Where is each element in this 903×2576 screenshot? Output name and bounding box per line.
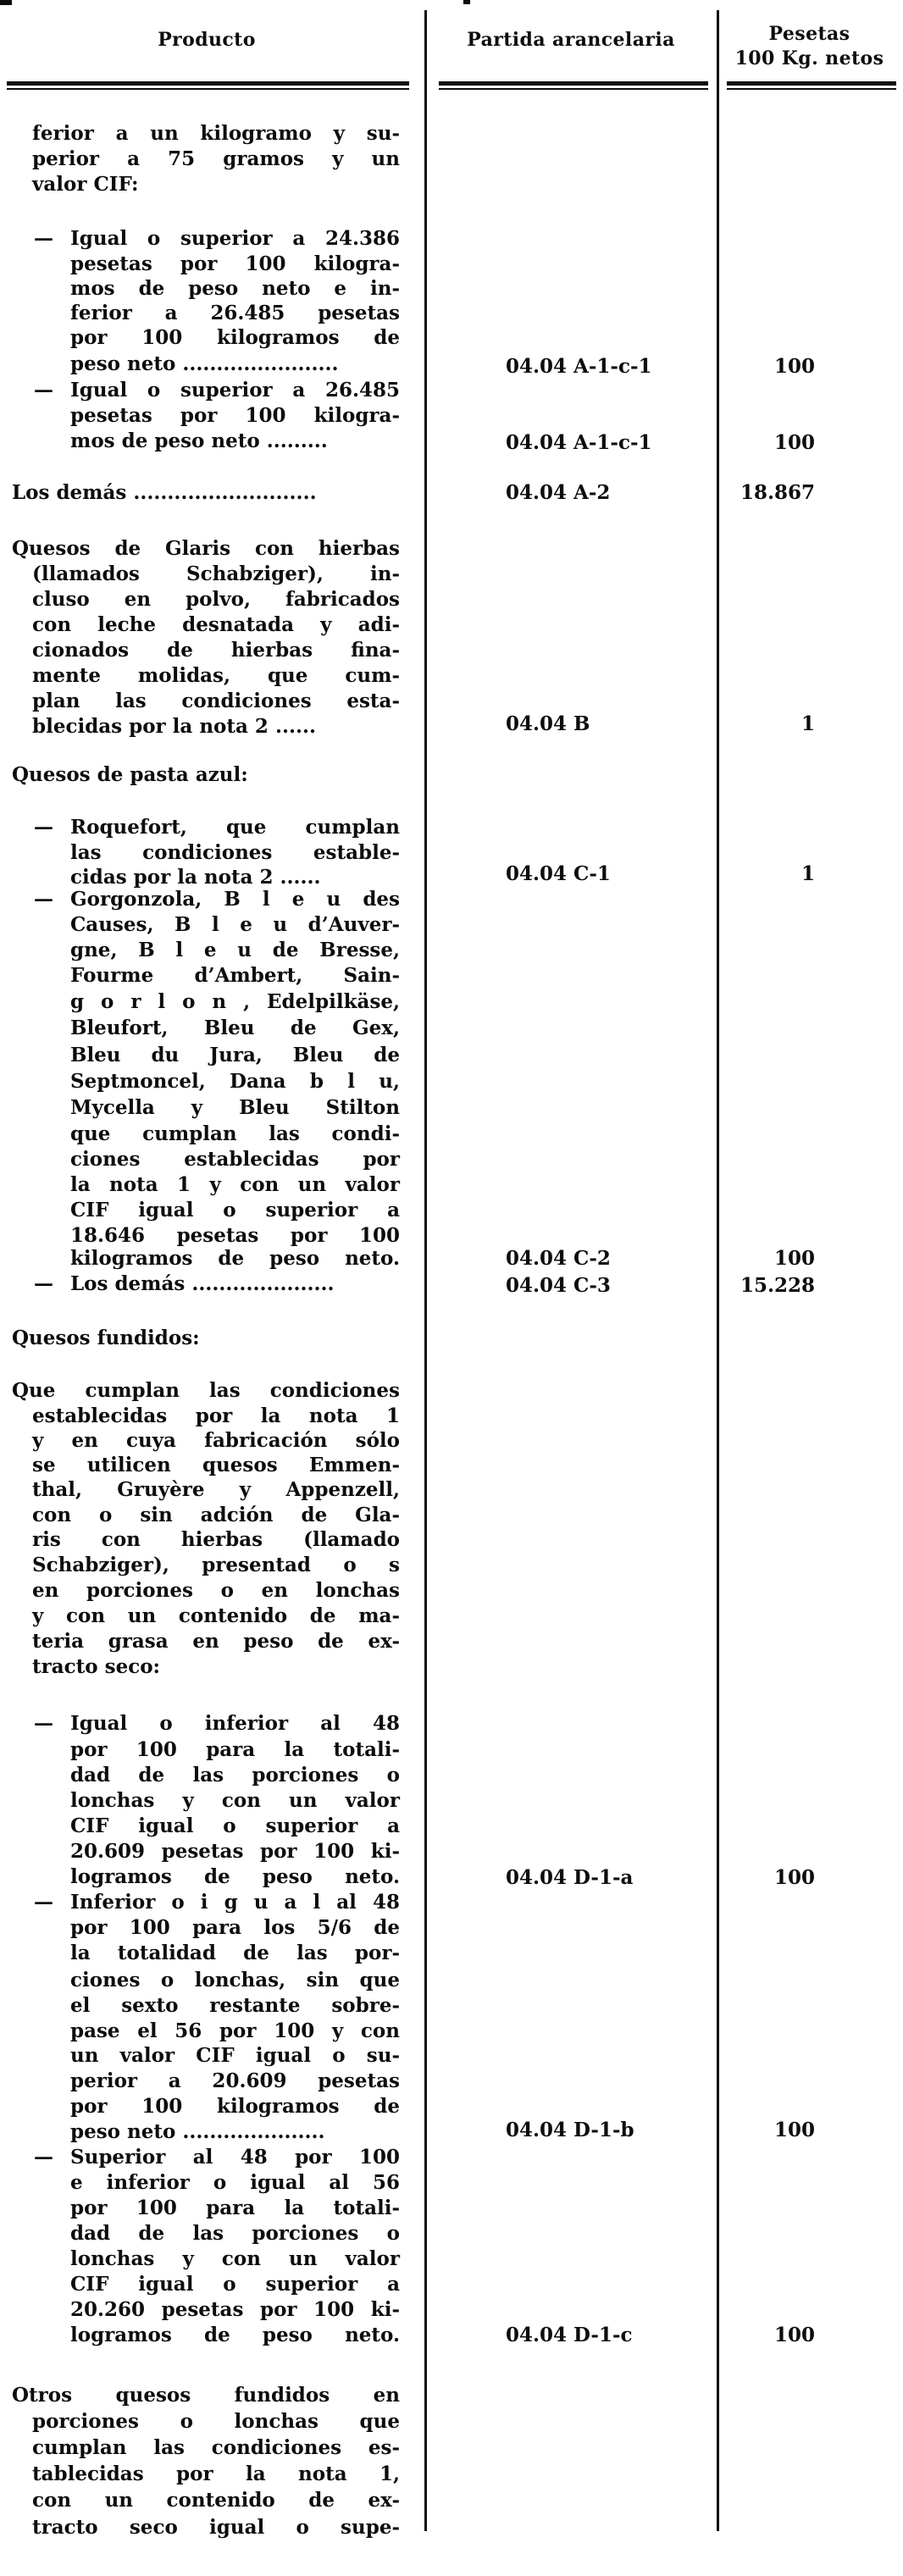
product-line: se utilicen quesos Emmen- bbox=[32, 1454, 400, 1476]
product-line: gne, B l e u de Bresse, bbox=[70, 939, 400, 961]
product-line: logramos de peso neto. bbox=[70, 2324, 400, 2346]
pesetas-value-cell: 15.228 bbox=[740, 1274, 815, 1297]
product-line: mos de peso neto ......... bbox=[70, 429, 328, 452]
product-line: pesetas por 100 kilogra- bbox=[70, 252, 400, 275]
product-line: Quesos fundidos: bbox=[12, 1327, 200, 1349]
column-divider-left bbox=[424, 10, 427, 2531]
product-line: thal, Gruyère y Appenzell, bbox=[32, 1478, 400, 1501]
pesetas-value-cell: 1 bbox=[801, 862, 815, 885]
product-line: g o r l o n , Edelpilkäse, bbox=[70, 990, 400, 1013]
pesetas-value-cell: 100 bbox=[773, 2119, 815, 2141]
product-line: CIF igual o superior a bbox=[70, 2273, 400, 2296]
product-line: un valor CIF igual o su- bbox=[70, 2044, 400, 2067]
product-line: lonchas y con un valor bbox=[70, 2247, 400, 2270]
pesetas-value-cell: 100 bbox=[773, 355, 815, 378]
product-line: — Superior al 48 por 100 bbox=[34, 2146, 400, 2169]
product-line: ciones establecidas por bbox=[70, 1148, 400, 1171]
product-line: porciones o lonchas que bbox=[32, 2410, 400, 2433]
product-line: establecidas por la nota 1 bbox=[32, 1404, 400, 1427]
product-line: que cumplan las condi- bbox=[70, 1122, 400, 1145]
product-line: teria grasa en peso de ex- bbox=[32, 1630, 400, 1653]
tariff-code-cell: 04.04 A-1-c-1 bbox=[506, 355, 652, 378]
product-line: Fourme d’Ambert, Sain- bbox=[70, 964, 400, 987]
product-line: Quesos de Glaris con hierbas bbox=[12, 537, 400, 560]
product-line: dad de las porciones o bbox=[70, 1764, 400, 1787]
product-line: las condiciones estable- bbox=[70, 841, 400, 864]
tariff-code-cell: 04.04 A-2 bbox=[506, 481, 611, 504]
list-dash: — bbox=[34, 1272, 53, 1295]
product-line: con leche desnatada y adi- bbox=[32, 613, 400, 636]
product-line: cumplan las condiciones es- bbox=[32, 2436, 400, 2459]
product-line: por 100 kilogramos de bbox=[70, 326, 400, 349]
pesetas-value-cell: 100 bbox=[773, 1247, 815, 1270]
product-line: Otros quesos fundidos en bbox=[12, 2384, 400, 2407]
list-dash: — bbox=[34, 1712, 53, 1735]
product-line: Septmoncel, Dana b l u, bbox=[70, 1070, 400, 1093]
product-line: Los demás ........................... bbox=[12, 481, 317, 504]
product-line: el sexto restante sobre- bbox=[70, 1994, 400, 2017]
product-line: ferior a 26.485 pesetas bbox=[70, 302, 400, 324]
product-line: Bleu du Jura, Bleu de bbox=[70, 1044, 400, 1066]
pesetas-header-line2: 100 Kg. netos bbox=[734, 47, 884, 69]
product-line: Mycella y Bleu Stilton bbox=[70, 1096, 400, 1119]
product-line: tracto seco igual o supe- bbox=[32, 2516, 400, 2539]
tariff-code-cell: 04.04 C-2 bbox=[506, 1247, 611, 1270]
column-divider-right bbox=[717, 10, 719, 2531]
product-line: — Igual o superior a 24.386 bbox=[34, 227, 400, 250]
product-line: lonchas y con un valor bbox=[70, 1789, 400, 1812]
product-line: logramos de peso neto. bbox=[70, 1865, 400, 1888]
product-line: la nota 1 y con un valor bbox=[70, 1173, 400, 1196]
product-line: ferior a un kilogramo y su- bbox=[32, 122, 400, 145]
product-line: — Gorgonzola, B l e u des bbox=[34, 888, 400, 911]
product-line: ris con hierbas (llamado bbox=[32, 1528, 400, 1551]
product-line: dad de las porciones o bbox=[70, 2222, 400, 2245]
header-rule-thin-producto bbox=[7, 88, 409, 90]
product-line: plan las condiciones esta- bbox=[32, 690, 400, 712]
pesetas-value-cell: 100 bbox=[773, 1866, 815, 1889]
list-dash: — bbox=[34, 888, 53, 911]
product-line: — Roquefort, que cumplan bbox=[34, 816, 400, 839]
column-header-partida-arancelaria: Partida arancelaria bbox=[467, 29, 675, 51]
list-dash: — bbox=[34, 816, 53, 839]
product-line: tracto seco: bbox=[32, 1655, 161, 1678]
product-line: blecidas por la nota 2 ...... bbox=[32, 715, 316, 738]
product-line: cionados de hierbas fina- bbox=[32, 639, 400, 662]
tariff-code-cell: 04.04 B bbox=[506, 712, 590, 735]
scan-artifact bbox=[463, 0, 470, 4]
tariff-code-cell: 04.04 C-3 bbox=[506, 1274, 611, 1297]
pesetas-header-line1: Pesetas bbox=[768, 23, 850, 45]
product-line: la totalidad de las por- bbox=[70, 1942, 400, 1964]
scan-artifact bbox=[0, 0, 12, 5]
product-line: mos de peso neto e in- bbox=[70, 277, 400, 300]
header-rule-thin-pesetas bbox=[727, 88, 896, 90]
header-rule-thin-partida bbox=[439, 88, 708, 90]
product-line: CIF igual o superior a bbox=[70, 1814, 400, 1837]
product-line: — Igual o superior a 26.485 bbox=[34, 379, 400, 402]
product-line: e inferior o igual al 56 bbox=[70, 2171, 400, 2194]
header-rule-producto bbox=[7, 81, 409, 86]
product-line: cluso en polvo, fabricados bbox=[32, 588, 400, 611]
product-line: perior a 75 gramos y un bbox=[32, 147, 400, 170]
product-line: por 100 para los 5/6 de bbox=[70, 1916, 400, 1939]
list-dash: — bbox=[34, 1891, 53, 1914]
product-line: — Igual o inferior al 48 bbox=[34, 1712, 400, 1735]
pesetas-value-cell: 100 bbox=[773, 2324, 815, 2346]
column-header-producto: Producto bbox=[158, 29, 256, 51]
tariff-code-cell: 04.04 D-1-a bbox=[506, 1866, 634, 1889]
product-line: peso neto ....................... bbox=[70, 352, 339, 375]
product-line: cidas por la nota 2 ...... bbox=[70, 866, 321, 889]
pesetas-value-cell: 100 bbox=[773, 431, 815, 454]
product-line: tablecidas por la nota 1, bbox=[32, 2462, 400, 2485]
product-line: 20.260 pesetas por 100 ki- bbox=[70, 2298, 400, 2321]
list-dash: — bbox=[34, 379, 53, 402]
product-line: ciones o lonchas, sin que bbox=[70, 1969, 400, 1992]
product-line: Quesos de pasta azul: bbox=[12, 763, 248, 786]
tariff-code-cell: 04.04 A-1-c-1 bbox=[506, 431, 652, 454]
product-line: mente molidas, que cum- bbox=[32, 664, 400, 687]
product-line: y con un contenido de ma- bbox=[32, 1604, 400, 1627]
product-line: (llamados Schabziger), in- bbox=[32, 562, 400, 585]
product-line: 18.646 pesetas por 100 bbox=[70, 1224, 400, 1247]
pesetas-value-cell: 1 bbox=[801, 712, 815, 735]
product-line: — Inferior o i g u a l al 48 bbox=[34, 1891, 400, 1914]
product-line: perior a 20.609 pesetas bbox=[70, 2069, 400, 2092]
product-line: y en cuya fabricación sólo bbox=[32, 1429, 400, 1452]
product-line: pesetas por 100 kilogra- bbox=[70, 404, 400, 427]
product-line: Que cumplan las condiciones bbox=[12, 1379, 400, 1402]
product-line: en porciones o en lonchas bbox=[32, 1579, 400, 1602]
product-line: CIF igual o superior a bbox=[70, 1199, 400, 1222]
product-line: con un contenido de ex- bbox=[32, 2489, 400, 2512]
column-header-pesetas bbox=[716, 22, 903, 71]
product-line: 20.609 pesetas por 100 ki- bbox=[70, 1840, 400, 1863]
product-line: valor CIF: bbox=[32, 173, 139, 196]
product-line: por 100 para la totali- bbox=[70, 1738, 400, 1761]
product-line: Causes, B l e u d’Auver- bbox=[70, 913, 400, 936]
product-line: Bleufort, Bleu de Gex, bbox=[70, 1017, 400, 1039]
product-line: — Los demás ..................... bbox=[34, 1272, 335, 1295]
tariff-code-cell: 04.04 C-1 bbox=[506, 862, 611, 885]
product-line: peso neto ..................... bbox=[70, 2120, 325, 2143]
pesetas-value-cell: 18.867 bbox=[740, 481, 815, 504]
product-line: por 100 para la totali- bbox=[70, 2197, 400, 2219]
header-rule-pesetas bbox=[727, 81, 896, 86]
product-line: kilogramos de peso neto. bbox=[70, 1247, 400, 1270]
product-line: por 100 kilogramos de bbox=[70, 2095, 400, 2118]
list-dash: — bbox=[34, 2146, 53, 2169]
tariff-code-cell: 04.04 D-1-c bbox=[506, 2324, 633, 2346]
header-rule-partida bbox=[439, 81, 708, 86]
tariff-code-cell: 04.04 D-1-b bbox=[506, 2119, 634, 2141]
product-line: Schabziger), presentad o s bbox=[32, 1554, 400, 1576]
list-dash: — bbox=[34, 227, 53, 250]
product-line: pase el 56 por 100 y con bbox=[70, 2019, 400, 2042]
product-line: con o sin adción de Gla- bbox=[32, 1504, 400, 1526]
